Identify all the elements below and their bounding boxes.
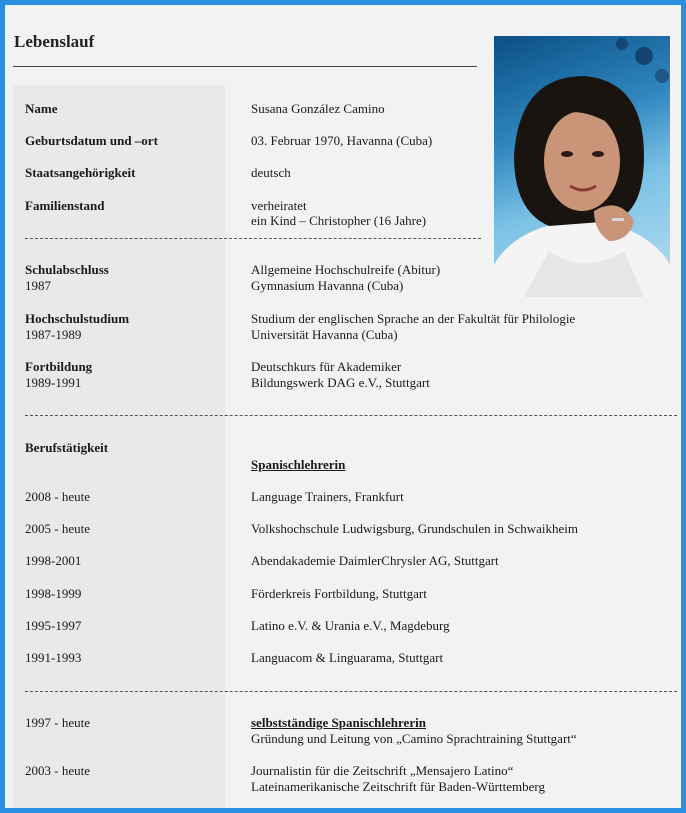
journalism-magazine: Lateinamerikanische Zeitschrift für Baden-Württemberg [251,779,545,794]
career-period: 2008 - heute [25,489,90,504]
freelance-period: 1997 - heute [25,715,90,730]
career-period: 1995-1997 [25,618,82,633]
university-study: Studium der englischen Sprache an der Fakultät für Philologie [251,311,576,326]
section-divider [25,415,677,416]
page-title: Lebenslauf [14,32,95,51]
title-divider [13,66,477,67]
family-value-child: ein Kind – Christopher (16 Jahre) [251,213,427,228]
freelance-detail: Gründung und Leitung von „Camino Sprachtraining Stuttgart“ [251,731,577,746]
university-institution: Universität Havanna (Cuba) [251,327,398,342]
career-period: 1998-2001 [25,553,82,568]
career-place: Latino e.V. & Urania e.V., Magdeburg [251,618,450,633]
career-period: 1998-1999 [25,586,82,601]
section-divider [25,691,677,692]
school-degree: Allgemeine Hochschulreife (Abitur) [251,262,441,277]
birth-value: 03. Februar 1970, Havanna (Cuba) [251,133,433,148]
career-label: Berufstätigkeit [25,440,109,455]
citizenship-label: Staatsangehörigkeit [25,165,136,180]
university-years: 1987-1989 [25,327,82,342]
freelance-heading: selbstständige Spanischlehrerin [251,715,426,730]
citizenship-value: deutsch [251,165,291,180]
training-course: Deutschkurs für Akademiker [251,359,402,374]
school-year: 1987 [25,278,51,293]
family-label: Familienstand [25,198,105,213]
family-value-status: verheiratet [251,198,307,213]
university-label: Hochschulstudium [25,311,130,326]
career-heading: Spanischlehrerin [251,457,346,472]
name-label: Name [25,101,58,116]
name-value: Susana González Camino [251,101,385,116]
journalism-period: 2003 - heute [25,763,90,778]
section-divider [25,238,481,239]
school-label: Schulabschluss [25,262,109,277]
career-place: Languacom & Linguarama, Stuttgart [251,650,444,665]
career-place: Volkshochschule Ludwigsburg, Grundschulen in Schwaikheim [251,521,579,536]
training-institution: Bildungswerk DAG e.V., Stuttgart [251,375,430,390]
portrait-photo [494,36,670,297]
career-place: Language Trainers, Frankfurt [251,489,404,504]
career-period: 1991-1993 [25,650,82,665]
birth-label: Geburtsdatum und –ort [25,133,158,148]
career-place: Abendakademie DaimlerChrysler AG, Stuttgart [251,553,499,568]
school-institution: Gymnasium Havanna (Cuba) [251,278,404,293]
training-label: Fortbildung [25,359,93,374]
journalism-detail: Journalistin für die Zeitschrift „Mensajero Latino“ [251,763,514,778]
career-place: Förderkreis Fortbildung, Stuttgart [251,586,427,601]
training-years: 1989-1991 [25,375,82,390]
career-period: 2005 - heute [25,521,90,536]
portrait-illustration [494,36,670,297]
